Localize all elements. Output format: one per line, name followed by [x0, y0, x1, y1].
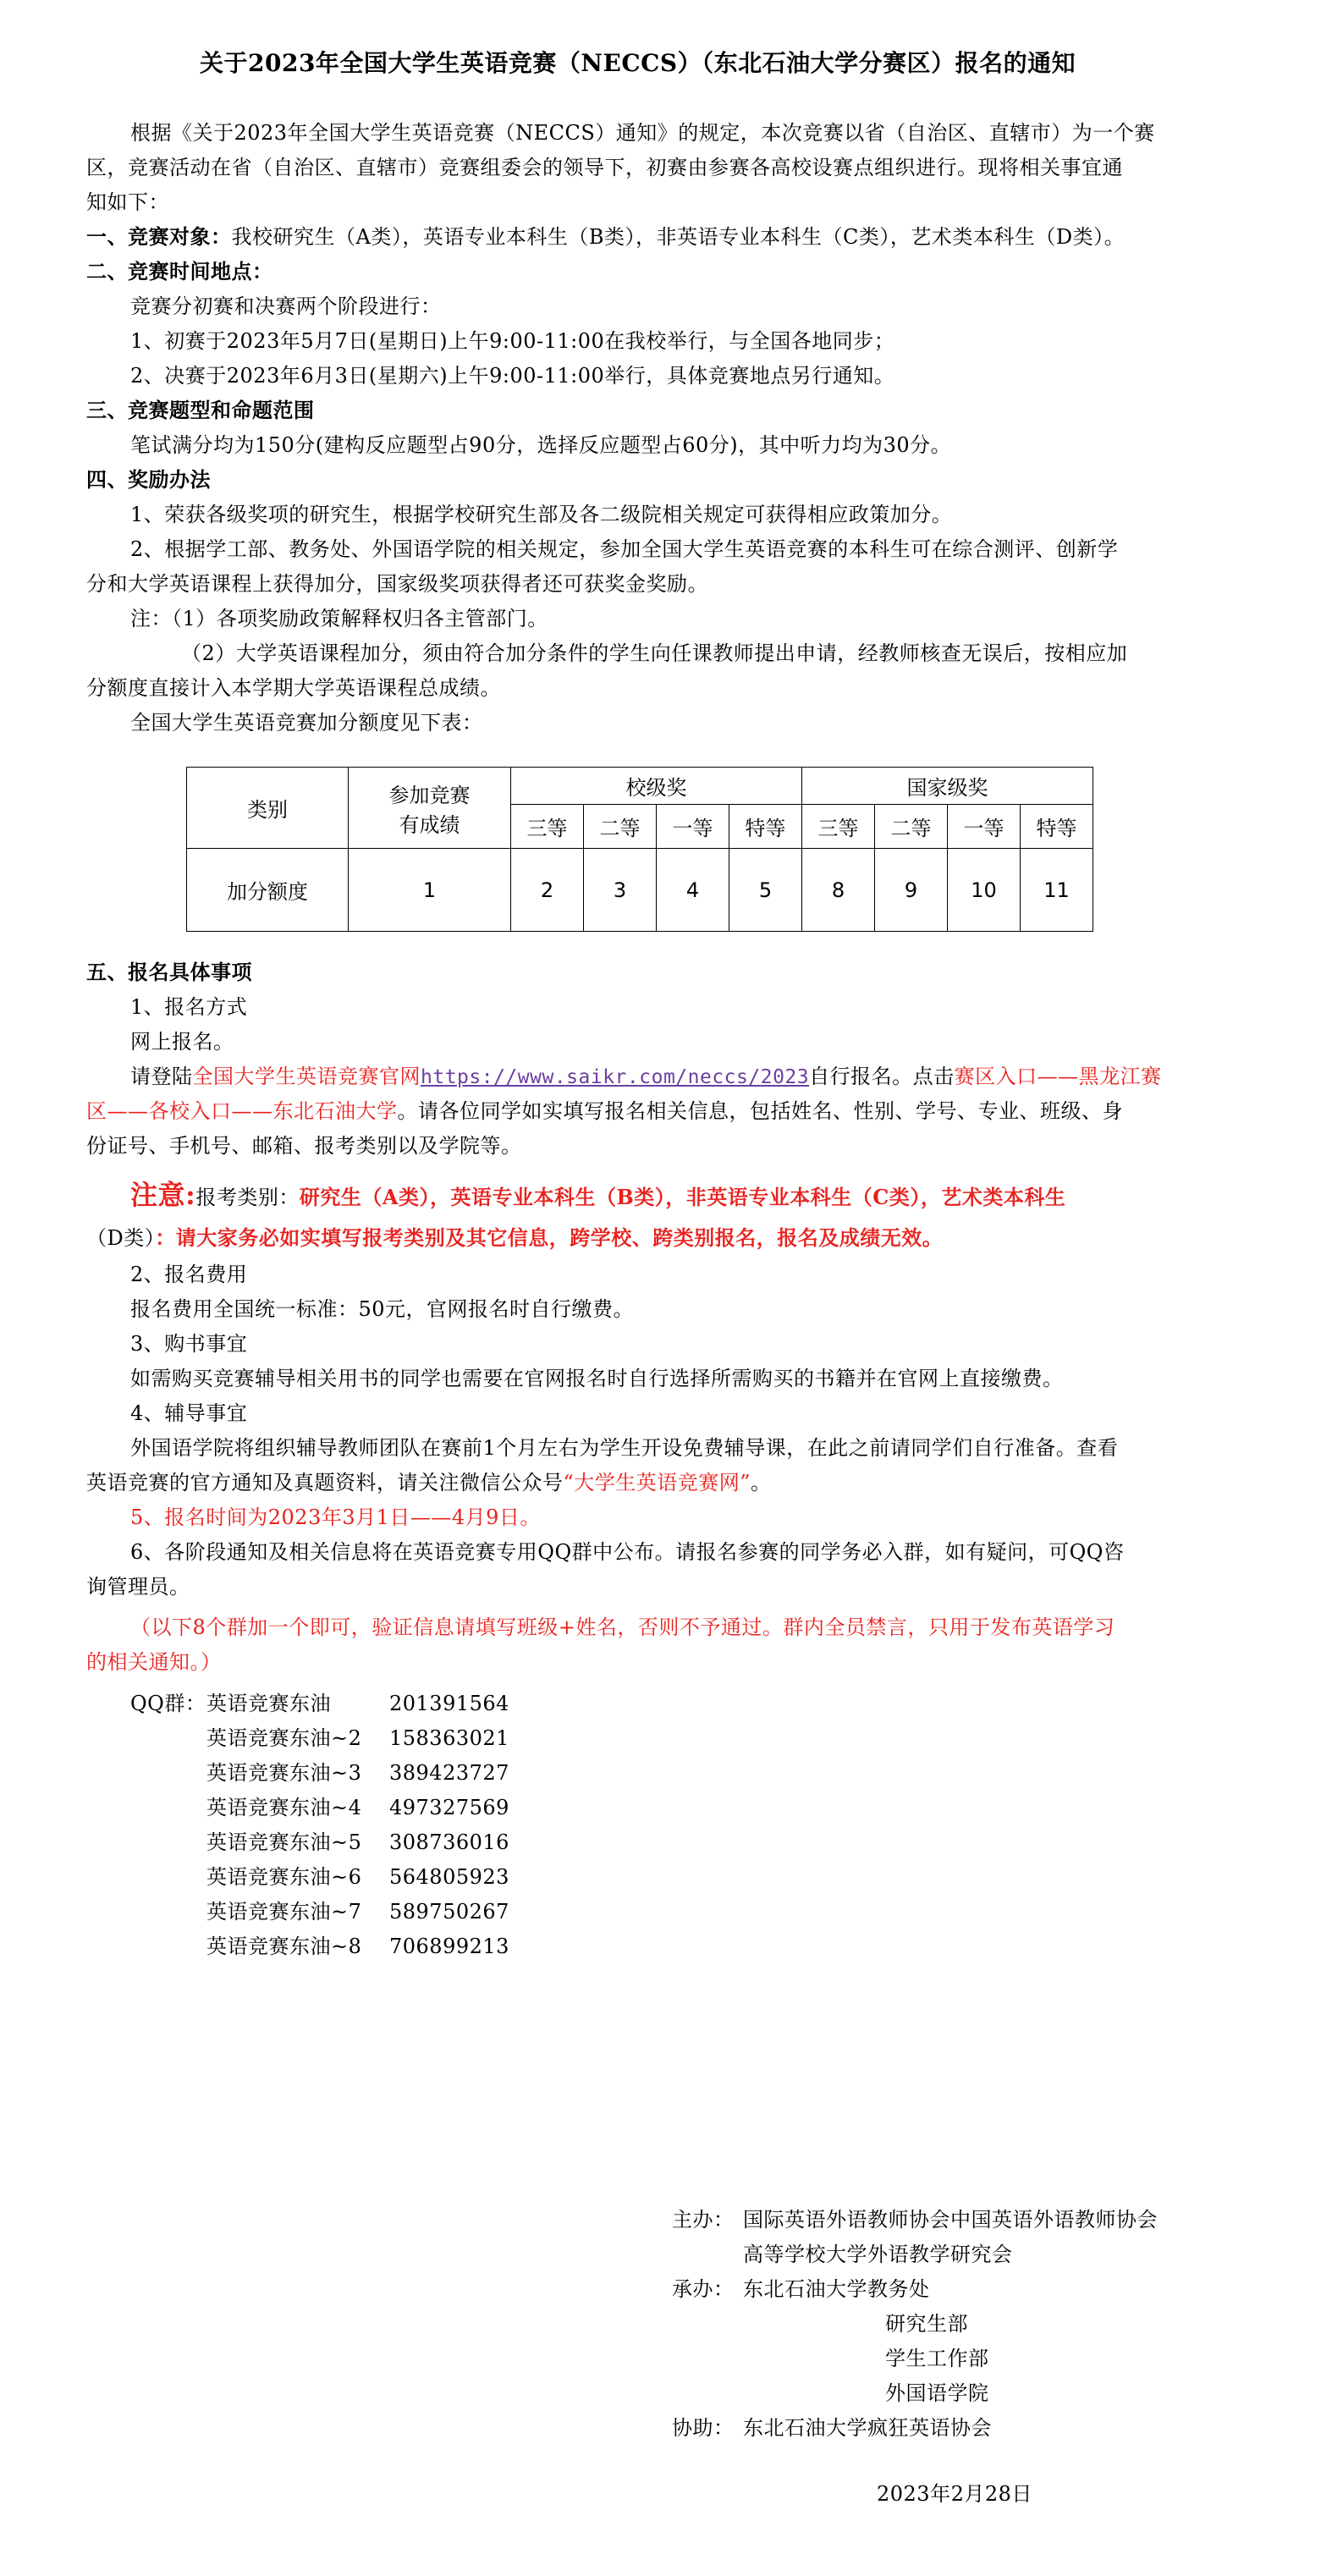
site-name: 全国大学生英语竞赛官网 — [192, 1065, 421, 1088]
section-3-text: 笔试满分均为150分(建构反应题型占90分，选择反应题型占60分)，其中听力均为30分。 — [130, 433, 952, 457]
qq-group-name: 英语竞赛东油~5 — [206, 1830, 362, 1854]
table-value-cell: 4 — [657, 849, 729, 932]
issue-date: 2023年2月28日 — [877, 2482, 1032, 2506]
assist-label: 协助： — [672, 2416, 735, 2440]
section-3-heading: 三、竞赛题型和命题范围 — [86, 398, 315, 422]
notice-lead: 注意: — [130, 1179, 196, 1211]
qq-info: 6、各阶段通知及相关信息将在英语竞赛专用QQ群中公布。请报名参赛的同学务必入群，如有疑问，可QQ咨 — [130, 1540, 1125, 1564]
table-value-cell: 8 — [802, 849, 875, 932]
notice-category-d: （D类） — [86, 1226, 156, 1250]
intro-line-3: 知如下： — [86, 190, 169, 214]
section-2-heading: 二、竞赛时间地点： — [86, 259, 273, 283]
table-value-cell: 2 — [511, 849, 584, 932]
table-intro: 全国大学生英语竞赛加分额度见下表： — [130, 711, 483, 735]
notice-line — [130, 1178, 1065, 1214]
bonus-table — [186, 767, 1093, 932]
table-header-national: 国家级奖 — [802, 768, 1093, 805]
qq-group-name: 英语竞赛东油~6 — [206, 1865, 362, 1889]
login-line — [130, 1062, 1162, 1092]
table-row-label: 加分额度 — [187, 849, 349, 932]
qq-group-name: 英语竞赛东油~7 — [206, 1900, 362, 1924]
qq-group-number: 497327569 — [389, 1796, 509, 1819]
tutor-text-2 — [86, 1468, 772, 1497]
qq-group-number: 564805923 — [389, 1865, 509, 1889]
tutor-text-part: 英语竞赛的官方通知及真题资料，请关注微信公众号 — [86, 1471, 564, 1494]
entry-path: 区——各校入口——东北石油大学 — [86, 1099, 398, 1123]
section-2-line: 1、初赛于2023年5月7日(星期日)上午9:00-11:00在我校举行，与全国各地同步； — [130, 329, 895, 353]
qq-group-number: 201391564 — [389, 1692, 509, 1715]
level-cell: 一等 — [948, 805, 1021, 849]
method-heading: 1、报名方式 — [130, 995, 248, 1019]
section-4-item-1: 1、荣获各级奖项的研究生，根据学校研究生部及各二级院相关规定可获得相应政策加分。 — [130, 503, 953, 526]
table-header-school: 校级奖 — [511, 768, 802, 805]
login-line-2 — [86, 1097, 1123, 1126]
section-4-heading: 四、奖励办法 — [86, 467, 211, 492]
wechat-account: “大学生英语竞赛网” — [563, 1471, 751, 1494]
organizer-label: 承办： — [672, 2277, 735, 2301]
section-4-item-2-cont: 分和大学英语课程上获得加分，国家级奖项获得者还可获奖金奖励。 — [86, 572, 708, 596]
table-value-cell: 11 — [1021, 849, 1093, 932]
table-value-cell: 1 — [349, 849, 511, 932]
registration-period: 5、报名时间为2023年3月1日——4月9日。 — [130, 1505, 541, 1529]
qq-label: QQ群： — [130, 1692, 206, 1715]
qq-group-number: 589750267 — [389, 1900, 509, 1924]
section-1 — [86, 223, 1125, 251]
table-header-category: 类别 — [187, 768, 349, 849]
level-cell: 一等 — [657, 805, 729, 849]
entry-path: 赛区入口——黑龙江赛 — [954, 1065, 1162, 1088]
organizer-org: 研究生部 — [885, 2312, 968, 2336]
book-heading: 3、购书事宜 — [130, 1332, 248, 1356]
organizer-org: 东北石油大学教务处 — [743, 2277, 930, 2301]
qq-group-number: 158363021 — [389, 1726, 509, 1750]
qq-group-name: 英语竞赛东油~2 — [206, 1726, 362, 1750]
intro-line-1: 根据《关于2023年全国大学生英语竞赛（NECCS）通知》的规定，本次竞赛以省（自治区、直辖市）为一个赛 — [130, 121, 1155, 145]
book-text: 如需购买竞赛辅导相关用书的同学也需要在官网报名时自行选择所需购买的书籍并在官网上直接缴费。 — [130, 1367, 1064, 1390]
qq-group-name: 英语竞赛东油~4 — [206, 1796, 362, 1819]
qq-group-name: 英语竞赛东油~8 — [206, 1935, 362, 1958]
fee-text: 报名费用全国统一标准：50元，官网报名时自行缴费。 — [130, 1297, 635, 1321]
tutor-text-part: 。 — [751, 1471, 772, 1494]
qq-note: （以下8个群加一个即可，验证信息请填写班级+姓名，否则不予通过。群内全员禁言，只用于发布英语学习 — [130, 1616, 1115, 1639]
table-value-cell: 5 — [729, 849, 802, 932]
notice-categories: 研究生（A类），英语专业本科生（B类），非英语专业本科生（C类），艺术类本科生 — [299, 1185, 1066, 1209]
section-1-heading: 一、竞赛对象： — [86, 224, 232, 249]
assist-org: 东北石油大学疯狂英语协会 — [743, 2416, 992, 2440]
login-text: 请登陆 — [130, 1065, 193, 1088]
method-text: 网上报名。 — [130, 1030, 234, 1054]
notice-line-2 — [86, 1224, 943, 1252]
participate-line-1: 参加竞赛 — [388, 783, 471, 807]
page-title: 关于2023年全国大学生英语竞赛（NECCS）（东北石油大学分赛区）报名的通知 — [200, 49, 1076, 77]
table-value-cell: 9 — [875, 849, 948, 932]
qq-group-name: 英语竞赛东油~3 — [206, 1761, 362, 1785]
section-4-note-2: （2）大学英语课程加分，须由符合加分条件的学生向任课教师提出申请，经教师核查无误后，按相应加 — [181, 641, 1128, 665]
section-2-line: 竞赛分初赛和决赛两个阶段进行： — [130, 294, 442, 318]
organizer-org: 学生工作部 — [885, 2347, 989, 2370]
login-text: 自行报名。点击 — [809, 1065, 955, 1088]
tutor-text: 外国语学院将组织辅导教师团队在赛前1个月左右为学生开设免费辅导课，在此之前请同学们自行准备。查看 — [130, 1436, 1119, 1460]
qq-group-name: 英语竞赛东油 — [206, 1692, 331, 1715]
intro-line-2: 区，竞赛活动在省（自治区、直辖市）竞赛组委会的领导下，初赛由参赛各高校设赛点组织进行。现将相关事宜通 — [86, 156, 1123, 179]
organizer-org: 外国语学院 — [885, 2381, 989, 2405]
fee-heading: 2、报名费用 — [130, 1263, 248, 1286]
qq-info-2: 询管理员。 — [86, 1575, 190, 1599]
notice-warning: ：请大家务必如实填写报考类别及其它信息，跨学校、跨类别报名，报名及成绩无效。 — [155, 1225, 944, 1250]
host-org: 高等学校大学外语教学研究会 — [743, 2243, 1013, 2266]
level-cell: 特等 — [729, 805, 802, 849]
qq-group-number: 389423727 — [389, 1761, 509, 1785]
section-4-item-2: 2、根据学工部、教务处、外国语学院的相关规定，参加全国大学生英语竞赛的本科生可在综合测评、创新学 — [130, 537, 1119, 561]
section-4-note-2-cont: 分额度直接计入本学期大学英语课程总成绩。 — [86, 676, 501, 700]
tutor-heading: 4、辅导事宜 — [130, 1401, 248, 1425]
table-value-cell: 3 — [584, 849, 657, 932]
table-value-cell: 10 — [948, 849, 1021, 932]
participate-line-2: 有成绩 — [399, 812, 460, 837]
section-5-heading: 五、报名具体事项 — [86, 960, 252, 984]
login-line-3: 份证号、手机号、邮箱、报考类别以及学院等。 — [86, 1134, 522, 1158]
level-cell: 三等 — [802, 805, 875, 849]
level-cell: 三等 — [511, 805, 584, 849]
notice-label: 报考类别： — [195, 1186, 300, 1209]
table-header-participate — [349, 768, 511, 849]
level-cell: 二等 — [584, 805, 657, 849]
host-org: 国际英语外语教师协会中国英语外语教师协会 — [743, 2208, 1158, 2232]
section-1-text: 我校研究生（A类），英语专业本科生（B类），非英语专业本科生（C类），艺术类本科生（D类）。 — [231, 225, 1126, 249]
qq-group-number: 706899213 — [389, 1935, 509, 1958]
section-2-line: 2、决赛于2023年6月3日(星期六)上午9:00-11:00举行，具体竞赛地点另行通知。 — [130, 364, 895, 388]
registration-link[interactable]: https://www.saikr.com/neccs/2023 — [421, 1066, 810, 1088]
qq-note-2: 的相关通知。） — [86, 1650, 222, 1674]
section-4-note-1: 注：（1）各项奖励政策解释权归各主管部门。 — [130, 607, 548, 630]
qq-group-number: 308736016 — [389, 1830, 509, 1854]
host-label: 主办： — [672, 2208, 735, 2232]
level-cell: 二等 — [875, 805, 948, 849]
level-cell: 特等 — [1021, 805, 1093, 849]
login-text: 。请各位同学如实填写报名相关信息，包括姓名、性别、学号、专业、班级、身 — [397, 1099, 1123, 1123]
